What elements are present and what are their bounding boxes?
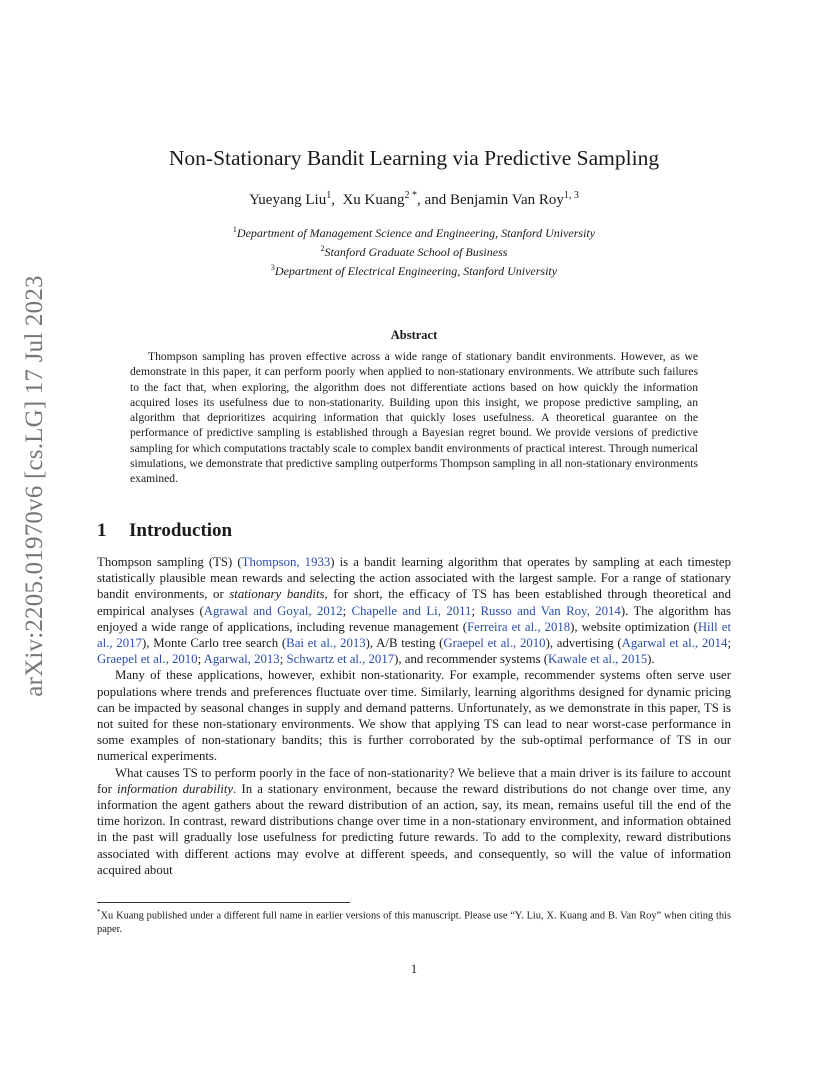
- affiliation-line: [97, 222, 731, 241]
- citation-link[interactable]: Ferreira et al., 2018: [467, 619, 571, 634]
- author-list: [97, 190, 731, 209]
- citation-link[interactable]: Bai et al., 2013: [286, 636, 366, 651]
- citation-link[interactable]: Kawale et al., 2015: [548, 652, 648, 667]
- abstract-text: Thompson sampling has proven effective across a wide range of stationary bandit environments. However, as we demonstrate in this paper, it can perform poorly when applied to non-stationary environments. We attribute such failures to the fact that, when exploring, the algorithm does not differentiate actions based on how quickly the information acquired loses its usefulness due to non-stationarity. Building upon this insight, we propose predictive sampling, an algorithm that deprioritizes acquiring information that quickly loses usefulness. A theoretical guarantee on the performance of predictive sampling is established through a Bayesian regret bound. We provide versions of predictive sampling for which computations tractably scale to complex bandit environments of practical interest. Through numerical simulations, we demonstrate that predictive sampling outperforms Thompson sampling in all non-stationary environments examined.: [130, 350, 698, 486]
- citation-link[interactable]: Agrawal and Goyal, 2012: [203, 603, 343, 618]
- paragraph-text: Thompson sampling (TS) (: [97, 555, 242, 569]
- affiliation-mark: 1: [232, 225, 237, 234]
- affiliation-mark: 3: [270, 263, 275, 272]
- affiliation-text: Stanford Graduate School of Business: [324, 245, 508, 259]
- paragraph-text: ), advertising (: [545, 636, 622, 651]
- citation-link[interactable]: Agarwal et al., 2014: [621, 636, 728, 651]
- affiliation-mark: 2: [320, 244, 325, 253]
- arxiv-stamp-text: arXiv:2205.01970v6 [cs.LG] 17 Jul 2023: [21, 275, 48, 697]
- abstract-heading: Abstract: [390, 328, 438, 342]
- paragraph-text: ) is a bandit learning algorithm that operates by sampling at each timestep statistically plausible mean rewards and selecting the action associated with the largest sample. For a range of stationary bandit environments, or: [97, 555, 731, 602]
- paragraph-text: ). The algorithm has enjoyed a wide range of applications, including revenue management (: [97, 603, 731, 634]
- affiliation-text: Department of Management Science and Engineering, Stanford University: [236, 226, 596, 240]
- section-title: Introduction: [129, 520, 233, 541]
- affiliation-text: Department of Electrical Engineering, Stanford University: [274, 264, 558, 278]
- citation-link[interactable]: Russo and Van Roy, 2014: [480, 603, 621, 618]
- footnote-text: Xu Kuang published under a different full name in earlier versions of this manuscript. Please use “Y. Liu, X. Kuang and B. Van Roy” when citing this paper.: [97, 910, 731, 935]
- footnote-mark: *: [97, 908, 101, 916]
- arxiv-stamp: [12, 275, 58, 697]
- paragraph-text: ;: [342, 603, 352, 618]
- section-heading: [97, 520, 232, 542]
- paragraph-text: . In a stationary environment, because the reward distributions do not change over time, any information the agent gathers about the reward distribution of an action, say, its mean, remains useful till the end of the time horizon. In contrast, reward distributions change over time in a non-stationary environment, and information obtained in the past will gradually lose usefulness for predicting future rewards. To add to the complexity, reward distributions associated with different actions may evolve at different speeds, and consequently, so will the value of information acquired about: [97, 781, 731, 877]
- body-paragraph: [97, 554, 731, 667]
- body-paragraph: [97, 765, 731, 878]
- paragraph-text: ;: [727, 636, 732, 651]
- page-number: 1: [410, 962, 418, 976]
- section-number: 1: [97, 520, 107, 541]
- paragraph-text: ;: [471, 603, 481, 618]
- author-separator: ,: [331, 192, 343, 208]
- paragraph-text: ), website optimization (: [570, 619, 698, 634]
- author-name: Benjamin Van Roy: [449, 192, 564, 208]
- body-paragraph: [97, 667, 731, 764]
- paragraph-text: ), and recommender systems (: [394, 652, 549, 667]
- footnote-divider: [97, 902, 350, 903]
- paragraph-text: ), Monte Carlo tree search (: [141, 636, 287, 651]
- citation-link[interactable]: Agarwal, 2013: [203, 652, 280, 667]
- citation-link[interactable]: Graepel et al., 2010: [97, 652, 198, 667]
- paragraph-text: ;: [279, 652, 287, 667]
- author-separator: , and: [417, 192, 450, 208]
- paragraph-text: ).: [647, 652, 655, 667]
- section-body: [97, 554, 731, 878]
- paragraph-text: ;: [197, 652, 204, 667]
- citation-link[interactable]: Thompson, 1933: [241, 555, 331, 569]
- affiliation-list: [97, 222, 731, 279]
- paragraph-text: Many of these applications, however, exhibit non-stationarity. For example, recommender systems often serve user populations where trends and preferences fluctuate over time. Similarly, learning algorithms designed for dynamic pricing can be impacted by seasonal changes in supply and demand patterns. Unfortunately, as we demonstrate in this paper, TS is not suited for these non-stationary environments. We show that applying TS can lead to near worst-case performance in some examples of non-stationary bandits; this is further corroborated by the sub-optimal performance of TS in our numerical experiments.: [97, 668, 731, 764]
- paragraph-text: ), A/B testing (: [365, 636, 444, 651]
- author-affil-mark: 1, 3: [563, 190, 579, 201]
- emphasis-text: information durability: [117, 781, 234, 796]
- emphasis-text: stationary bandits: [229, 587, 325, 602]
- citation-link[interactable]: Hill et al., 2017: [97, 619, 732, 651]
- citation-link[interactable]: Chapelle and Li, 2011: [351, 603, 472, 618]
- citation-link[interactable]: Graepel et al., 2010: [443, 636, 546, 651]
- citation-link[interactable]: Schwartz et al., 2017: [286, 652, 395, 667]
- author-affil-mark: 2 *: [404, 190, 418, 201]
- affiliation-line: [97, 260, 731, 279]
- paragraph-text: , for short, the efficacy of TS has been established through theoretical and empirical analyses (: [97, 587, 731, 618]
- footnote: [97, 906, 731, 936]
- author-name: Yueyang Liu: [249, 192, 327, 208]
- author-affil-mark: 1: [326, 190, 332, 201]
- paragraph-text: What causes TS to perform poorly in the face of non-stationarity? We believe that a main driver is its failure to account for: [97, 765, 731, 796]
- author-name: Xu Kuang: [342, 192, 405, 208]
- paper-title: Non-Stationary Bandit Learning via Predictive Sampling: [168, 146, 660, 170]
- affiliation-line: [97, 241, 731, 260]
